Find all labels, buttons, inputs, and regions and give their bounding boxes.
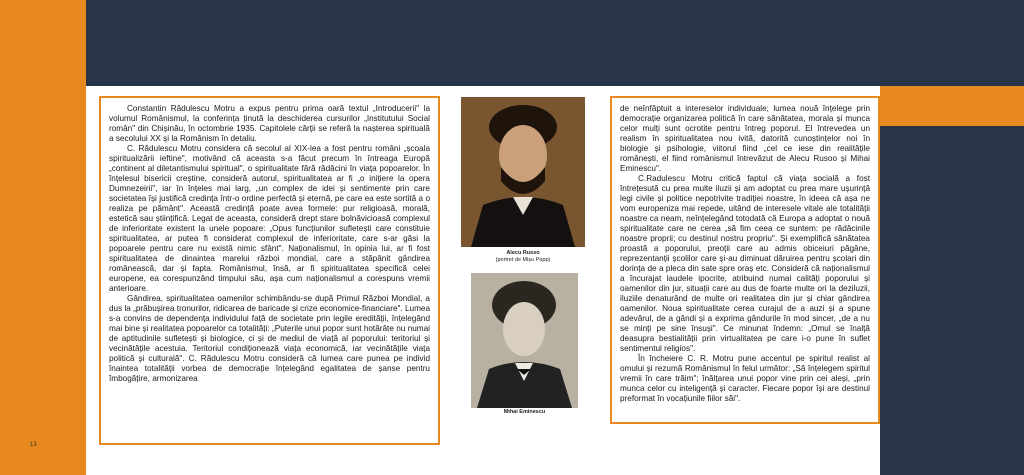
paragraph-3: Gândirea, spiritualitatea oamenilor schimbându-se după Primul Război Mondial, a dus la „prăbușirea tronurilor, ridicarea de baricade și crize economice-financiare". Lumea s-a convins de dependența individului față de societate prin legile eredității, înțelegând mai bine și realitatea popoarelor ca totalități: „Puterile unui popor sunt hotărâte nu numai de aptitudinile sufletești și biologice, ci și de mediul de viață al poporului: teritoriul și vecinătățile acestuia. Teritoriul condiționează viața economică, iar vecinătățile viața politică și culturală". C. Rădulescu Motru consideră că lumea care punea pe individ înaintea totalității vorbea de democrație înțelegând egalitatea de șanse pentru îmbogățire, armonizarea (109, 294, 431, 383)
paragraph-2: C. Rădulescu Motru considera că secolul al XIX-lea a fost pentru români „școala spiritualizării ieftine", motivând că aceasta s-a făcut precum în întreaga Europă „continent al diletantismului spiritual", o spiritualitate fără rădăcini în viața popoarelor. În înțelesul bisericii creștine, consideră autorul, spiritualitatea ar fi „o inițiere la opera Dumnezeirii", iar în înțeles mai larg, „un complex de idei și sentimente prin care societatea își justifică credința într-o ordine perfectă și eternă, pe care ea este sortită a o realiza pe pământ". Această credință poate avea formele: pur religioasă, morală, estetică sau științifică. Legat de aceasta, consideră drept stare bolnăvicioasă complexul de inferioritate existent la unele popoare: „Opus funcțiunilor sufletești care constituie spiritualitatea, ar putea fi considerat complexul de inferioritate, care s-ar găsi la popoarele pentru care nu există nimic sfânt". Naționalismul, în opinia lui, ar fi fost spiritualitatea de dinaintea marelui război mondial, care a stăpânit gândirea românească, dar și fapta. Românismul, însă, ar fi spiritualitatea specifică celei europene, ea corespunzând timpului său, așa cum naționalismul a corespuns vremii anterioare. (109, 144, 430, 293)
navy-right-band (880, 86, 1024, 475)
page-number: 13 (30, 442, 37, 448)
caption-name: Mihai Eminescu (503, 409, 546, 415)
portrait-illustration-1 (461, 97, 585, 247)
caption-sub: (portret de Mișu Popp) (495, 257, 551, 263)
paragraph-4: de neînfăptuit a intereselor individuale; lumea nouă înțelege prin democrație organizarea politică în care sănătatea, morala și munca celor mulți sunt ocrotite pentru întreg poporul. El întrevedea un realism în spiritualitatea nou ivită, datorită cunoștințelor noi în biologie și psihologie, viitorul fiind „cel ce iese din realitățile românești, el fiind românismul întrevăzut de Alecu Rusoo și Mihai Eminescu". (620, 104, 870, 173)
mihai-eminescu-portrait (471, 273, 578, 408)
paragraph-1: Constantin Rădulescu Motru a expus pentru prima oară textul „Introducerii" la volumul Românismul, la conferința ținută la deschiderea cursurilor „Institutului Social român" din Chișinău, în octombrie 1935. Capitolele cărții se referă la nașterea spiritualã a secolului XX și la Românism în detaliu. (109, 104, 430, 143)
caption-alecu-russo (461, 250, 585, 264)
left-text-column (99, 96, 440, 445)
alecu-russo-portrait (461, 97, 585, 247)
navy-top-band (86, 0, 1024, 86)
paragraph-6: În încheiere C. R. Motru pune accentul pe spiritul realist al omului și rezumă Românismul în felul următor: „Să înțelegem spiritul vremii în care trăim"; înălțarea unui popor vine prin cei aleși, „prin munca celor cu inteligență și caracter. Fiecare popor își are destinul preformat în vocațiunile fiilor săi". (620, 354, 870, 403)
orange-right-stripe (880, 86, 1024, 126)
orange-side-band (0, 0, 86, 475)
caption-name: Alecu Russo (506, 250, 540, 256)
paragraph-5: C.Radulescu Motru critică faptul că viața socială a fost întrețesută cu prea multe iluzii și am adoptat cu prea mare ușurință legi civile și politice nepotrivite tradiției noastre, în ideea că așa ne vom europeniza mai repede, uitând de interesele vitale ale totalității noastre ca neam, neînțelegând totodată că Europa a adoptat o nouă spiritualitate care ne cerea „să fim ceea ce suntem: pe rădăcinile noastre proprii; cu destinul nostru propriu". Și exemplifică sănătatea proastă a poporului, preoții care au admis obiceiuri păgâne, reprezentanții școlilor care și-au diminuat dăruirea pentru școlari din dorința de a pleca din sate spre oraș etc. Consideră că naționalismul a încurajat laudele ipocrite, atribuind numai calități poporului și oamenilor din jur, situații care au dus de foarte multe ori la deziluzii, iluziile denaturând de multe ori realitatea din jur și chiar gândirea oamenilor. Noua spiritualitate cerea curajul de a auzi și a spune adevărul, de a gândi și a exprima gândurile în mod sincer, „de a nu se minți pe sine însuși". Ce minunat îndemn: „Omul se înalță deasupra bestialității prin virtualitatea pe care i-o pune în suflet sentimentul religios". (620, 174, 870, 353)
portrait-illustration-2 (471, 273, 578, 408)
caption-mihai-eminescu (471, 409, 578, 416)
right-text-column (610, 96, 880, 424)
